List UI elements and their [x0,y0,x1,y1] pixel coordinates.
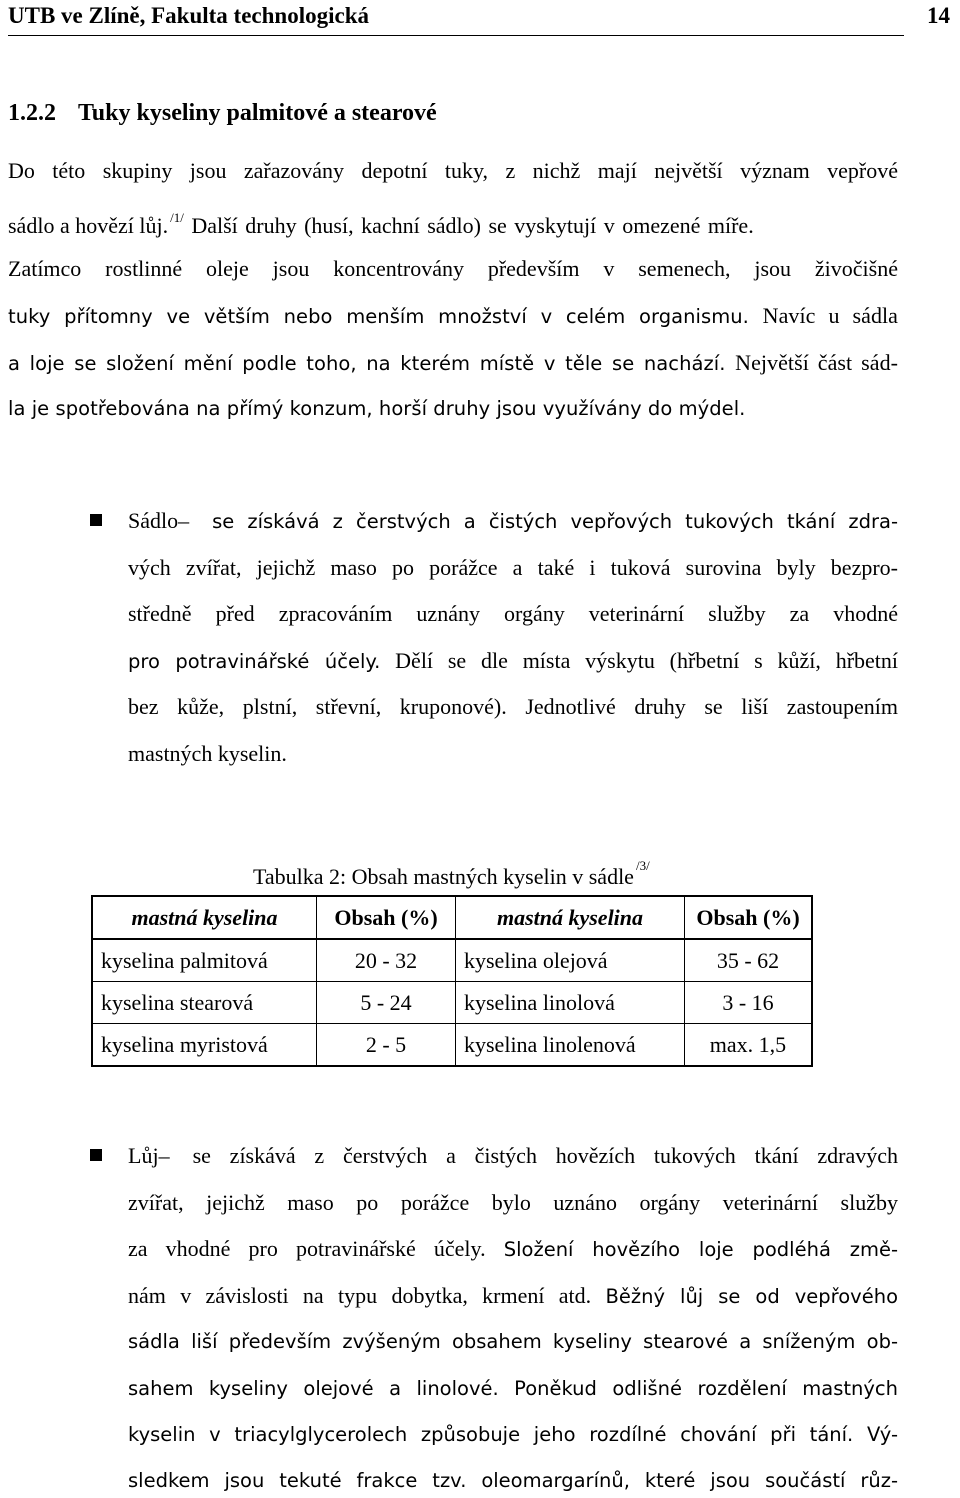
table-header-cell: Obsah (%) [317,896,456,939]
intro-line-4 [8,302,898,331]
bullet1-line-4 [128,647,898,676]
table-cell: kyselina linolová [456,982,685,1024]
table-caption-ref: /3/ [635,858,650,873]
table-cell: kyselina myristová [92,1024,317,1067]
bullet2-line-3 [128,1235,898,1264]
intro-line-1: Do této skupiny jsou zařazovány depotní tuky, z nichž mají největší význam vepřové [8,158,898,183]
bullet1-term: Sádlo [128,508,179,533]
bullet2-dash: – [158,1143,170,1168]
table-caption-text: Tabulka 2: Obsah mastných kyselin v sádle [253,864,634,889]
header-divider [8,35,904,36]
bullet-square-icon [90,514,102,526]
intro-line-4-main: tuky přítomny ve větším nebo menším množství v celém organismu. [8,305,749,328]
intro-line-5 [8,349,898,378]
table-cell: 5 - 24 [317,982,456,1024]
bullet-square-icon [90,1149,102,1161]
bullet2-line-1-rest: se získává z čerstvých a čistých hovězích tukových tkání zdravých [192,1143,898,1168]
table-header-row [92,896,812,939]
section-heading [8,98,437,128]
table-row [92,982,812,1024]
table-cell: 20 - 32 [317,939,456,982]
intro-line-3: Zatímco rostlinné oleje jsou koncentrovány především v semenech, jsou živočišné [8,256,898,281]
bullet1-line-1-rest: se získává z čerstvých a čistých vepřových tukových tkání zdra- [212,510,898,533]
table-caption [253,852,652,891]
bullet2-line-2: zvířat, jejichž maso po porážce bylo uznáno orgány veterinární služby [128,1190,898,1215]
table-row [92,939,812,982]
table-cell: kyselina olejová [456,939,685,982]
intro-line-5-main: a loje se složení mění podle toho, na kterém místě v těle se nachází. [8,352,726,375]
intro-line-4-tail: Navíc u sádla [762,303,898,328]
table-row [92,1024,812,1067]
page-header-title: UTB ve Zlíně, Fakulta technologická [8,3,369,28]
bullet2-term: Lůj [128,1143,159,1168]
table-header-cell: Obsah (%) [685,896,813,939]
intro-line-5-tail: Největší část sád- [735,350,899,375]
bullet1-dash: – [178,508,190,533]
table-header-cell: mastná kyselina [92,896,317,939]
bullet2-line-4-a: nám v závislosti na typu dobytka, krmení atd. [128,1283,592,1308]
bullet2-line-6: sahem kyseliny olejové a linolové. Poněkud odlišné rozdělení mastných [128,1377,898,1400]
table-header-cell: mastná kyselina [456,896,685,939]
bullet1-line-5-b: Jednotlivé druhy se liší zastoupením [525,694,899,719]
bullet2-line-3-b: Složení hovězího loje podléhá změ- [503,1238,898,1261]
table-cell: 2 - 5 [317,1024,456,1067]
bullet1-line-5 [128,693,898,721]
bullet1-line-3: středně před zpracováním uznány orgány veterinární služby za vhodné [128,601,898,626]
bullet2-line-8: sledkem jsou tekuté frakce tzv. oleomargarínů, které jsou součástí růz- [128,1469,898,1492]
fatty-acid-table [91,895,813,1067]
section-number: 1.2.2 [8,100,56,126]
bullet1-line-6: mastných kyselin. [128,741,287,766]
citation-ref: /1/ [170,210,184,225]
table-cell: kyselina stearová [92,982,317,1024]
bullet2-line-5: sádla liší především zvýšeným obsahem kyseliny stearové a sníženým ob- [128,1330,898,1353]
bullet1-line-2: vých zvířat, jejichž maso po porážce a také i tuková surovina byly bezpro- [128,555,898,580]
bullet1-line-4-b: Dělí se dle místa výskytu (hřbetní s kůží, hřbetní [395,648,899,673]
intro-line-6: la je spotřebována na přímý konzum, horší druhy jsou využívány do mýdel. [8,397,746,420]
bullet2-line-1 [128,1142,898,1170]
intro-line-2-start: sádlo a hovězí lůj. [8,213,169,238]
table-cell: 35 - 62 [685,939,813,982]
table-cell: kyselina linolenová [456,1024,685,1067]
bullet1-line-1 [128,507,898,536]
section-title: Tuky kyseliny palmitové a stearové [78,100,437,126]
intro-line-2-end: Další druhy (husí, kachní sádlo) se vyskytují v omezené míře. [191,213,754,238]
table-cell: max. 1,5 [685,1024,813,1067]
bullet2-line-4-b: Běžný lůj se od vepřového [605,1285,898,1308]
bullet2-line-7: kyselin v triacylglycerolech způsobuje jeho rozdílné chování při tání. Vý- [128,1423,898,1446]
page-number: 14 [927,3,950,28]
table-cell: kyselina palmitová [92,939,317,982]
intro-line-2 [8,204,898,240]
bullet1-line-4-a: pro potravinářské účely. [128,650,381,673]
bullet1-line-5-a: bez kůže, plstní, střevní, kruponové). [128,694,507,719]
bullet2-line-3-a: za vhodné pro potravinářské účely. [128,1236,486,1261]
bullet2-line-4 [128,1282,898,1311]
table-cell: 3 - 16 [685,982,813,1024]
